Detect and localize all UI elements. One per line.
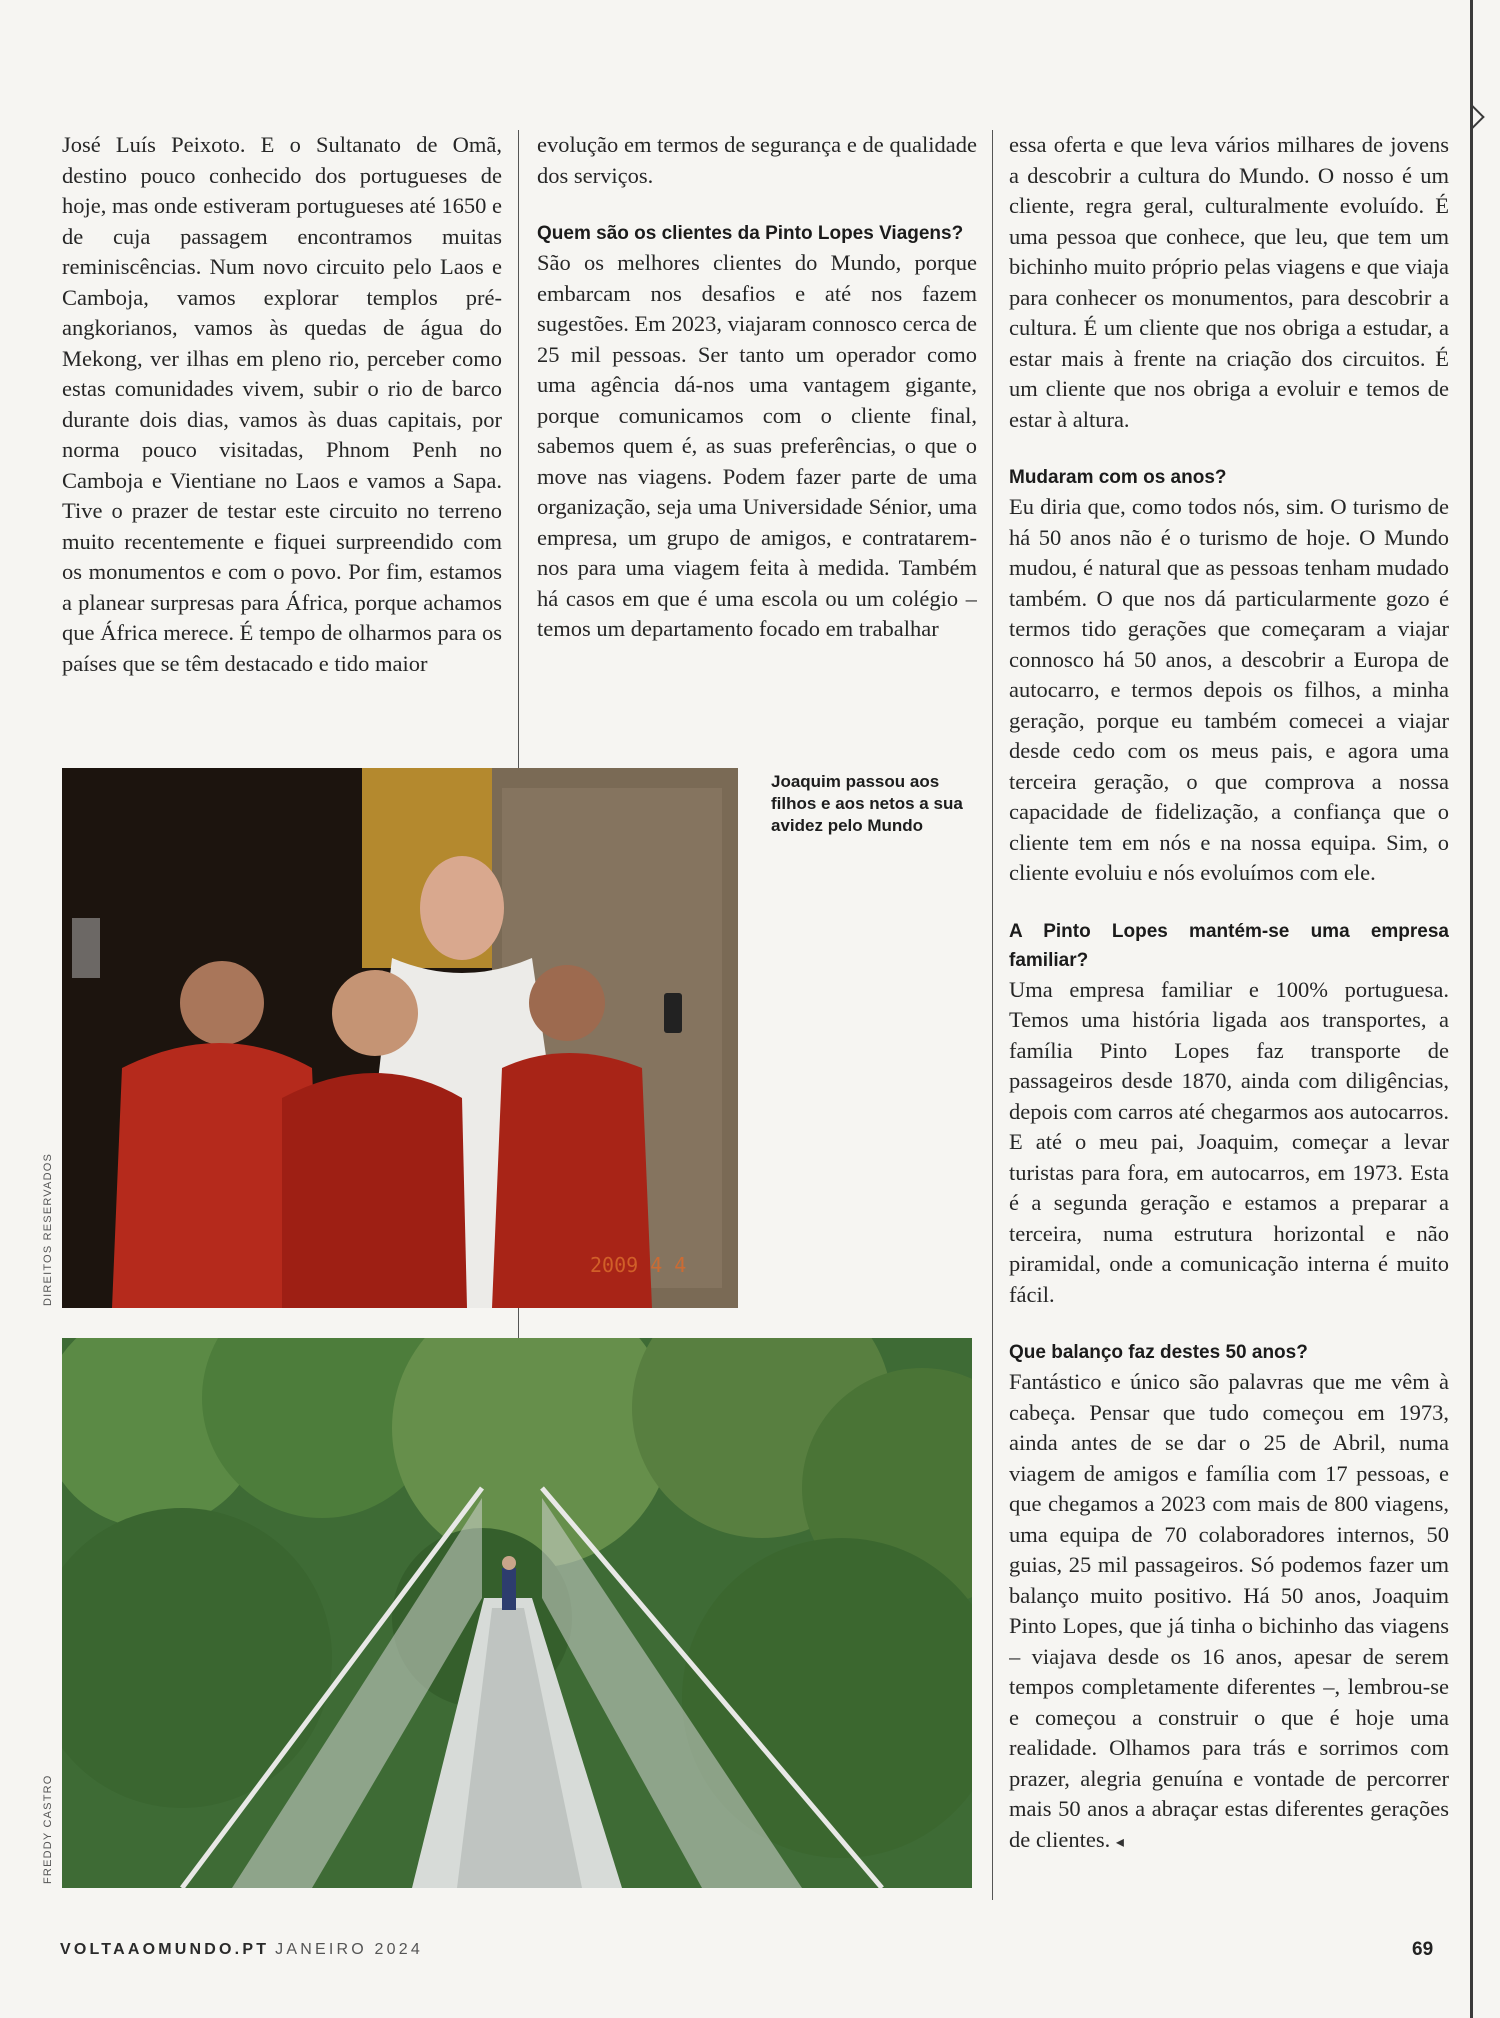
- paragraph: José Luís Peixoto. E o Sultanato de Omã, destino pouco conhecido dos portugueses de hoje, mas onde estiveram portugueses até 1650 e de cuja passagem encontramos muitas reminiscências. Num novo circuito pelo Laos e Camboja, vamos explorar templos pré-angkorianos, vamos às quedas de água do Mekong, ver ilhas em pleno rio, perceber como estas comunidades vivem, subir o rio de barco durante dois dias, vamos às duas capitais, por norma pouco visitadas, Phnom Penh no Camboja e Vientiane no Laos e vamos a Sapa. Tive o prazer de testar este circuito no terreno muito recentemente e fiquei surpreendido com os monumentos e com o povo. Por fim, estamos a planear surpresas para África, porque achamos que África merece. É tempo de olharmos para os países que se têm destacado e tido maior: [62, 132, 502, 676]
- interview-question: Que balanço faz destes 50 anos?: [1009, 1342, 1308, 1363]
- photo-monks-with-joaquim: [62, 768, 738, 1308]
- paragraph: Eu diria que, como todos nós, sim. O turismo de há 50 anos não é o turismo de hoje. O Mundo mudou, é natural que as pessoas tenham mudado também. O que nos dá particularmente gozo é termos tido gerações que começaram a viajar connosco há 50 anos, a descobrir a Europa de autocarro, e termos depois os filhos, a minha geração, porque eu também comecei a viajar desde cedo com os meus pais, e agora uma terceira geração, o que comprova a nossa capacidade de fidelização, a confiança que o cliente tem em nós e na nossa equipa. Sim, o cliente evoluiu e nós evoluímos com ele.: [1009, 494, 1449, 885]
- photo-suspension-bridge: [62, 1338, 972, 1888]
- paragraph-text: Fantástico e único são palavras que me vêm à cabeça. Pensar que tudo começou em 1973, ainda antes de se dar o 25 de Abril, numa viagem de amigos e família com 17 pessoas, e que chegamos a 2023 com mais de 800 viagens, uma equipa de 70 colaboradores internos, 50 guias, 25 mil passageiros. Só podemos fazer um balanço muito positivo. Há 50 anos, Joaquim Pinto Lopes, que já tinha o bichinho das viagens – viajava desde os 16 anos, apesar de serem tempos completamente diferentes –, lembrou-se e começou a construir o que é hoje uma realidade. Olhamos para trás e sorrimos com prazer, alegria genuína e vontade de percorrer mais 50 anos a abraçar estas diferentes gerações de clientes.: [1009, 1369, 1449, 1852]
- page-number: 69: [1412, 1939, 1434, 1960]
- text-column-3: [1009, 130, 1449, 1900]
- paragraph: [1009, 1367, 1449, 1858]
- paragraph: São os melhores clientes do Mundo, porque embarcam nos desafios e até nos fazem sugestões. Em 2023, viajaram connosco cerca de 25 mil pessoas. Ser tanto um operador como uma agência dá-nos uma vantagem gigante, porque comunicamos com o cliente final, sabemos quem é, as suas preferências, o que o move nas viagens. Podem fazer parte de uma organização, seja uma Universidade Sénior, uma empresa, um grupo de amigos, e contratarem-nos para uma viagem feita à medida. Também há casos em que é uma escola ou um colégio – temos um departamento focado em trabalhar: [537, 250, 977, 641]
- paragraph: essa oferta e que leva vários milhares de jovens a descobrir a cultura do Mundo. O nosso é um cliente, regra geral, culturalmente evoluído. É uma pessoa que conhece, que leu, que tem um bichinho muito próprio pelas viagens e que viaja para conhecer os monumentos, para descobrir a cultura. É um cliente que nos obriga a estudar, a estar mais à frente na criação dos circuitos. É um cliente que nos obriga a evoluir e temos de estar à altura.: [1009, 132, 1449, 432]
- paragraph: evolução em termos de segurança e de qualidade dos serviços.: [537, 132, 977, 188]
- photo-credit: FREDDY CASTRO: [42, 1774, 54, 1884]
- page-edge-rule: [1470, 0, 1473, 2018]
- interview-question: Quem são os clientes da Pinto Lopes Viagens?: [537, 223, 964, 244]
- footer-site: VOLTAAOMUNDO.PT: [60, 1941, 270, 1958]
- page-turn-chevron-icon: [1459, 104, 1484, 129]
- footer-publication: [60, 1941, 423, 1959]
- end-of-article-mark: ◂: [1115, 1833, 1124, 1851]
- paragraph: Uma empresa familiar e 100% portuguesa. Temos uma história ligada aos transportes, a família Pinto Lopes faz transporte de passageiros desde 1870, ainda com diligências, depois com carros até chegarmos aos autocarros. E até o meu pai, Joaquim, começar a levar turistas para fora, em autocarros, em 1973. Esta é a segunda geração e estamos a preparar a terceira, numa estrutura horizontal e não piramidal, onde a comunicação interna é muito fácil.: [1009, 976, 1449, 1307]
- photo-credit: DIREITOS RESERVADOS: [42, 1152, 54, 1306]
- interview-question: A Pinto Lopes mantém-se uma empresa familiar?: [1009, 920, 1449, 971]
- text-column-1: [62, 130, 502, 705]
- column-rule: [992, 130, 993, 1900]
- footer-date: JANEIRO 2024: [275, 1941, 423, 1958]
- photo-timestamp: 2009 4 4: [590, 1253, 687, 1277]
- photo-caption: Joaquim passou aos filhos e aos netos a sua avidez pelo Mundo: [771, 772, 963, 835]
- text-column-2: [537, 130, 977, 705]
- interview-question: Mudaram com os anos?: [1009, 467, 1227, 488]
